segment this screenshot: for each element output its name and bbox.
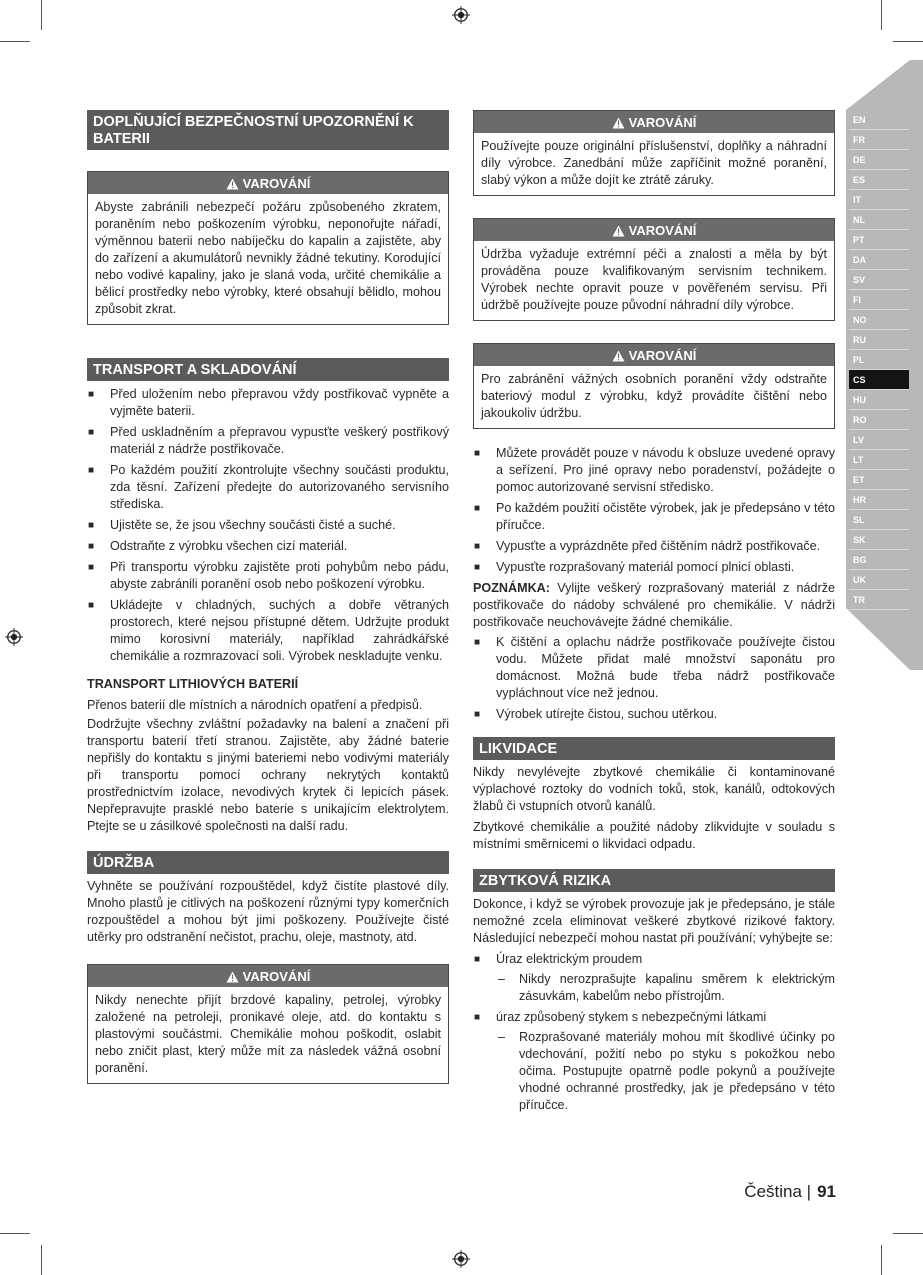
- crop-mark: [893, 41, 923, 42]
- warning-title: VAROVÁNÍ: [242, 176, 311, 191]
- list-item: ■ Před uskladněním a přepravou vypusťte veškerý postřikový materiál z nádrže postřikovače.: [88, 425, 449, 456]
- lithium-paragraph: Dodržujte všechny zvláštní požadavky na balení a značení při transportu baterií třetí stranou. Zajistěte, aby žádné baterie nepřišly do kontaktu s jinými bateriemi nebo vodivými materiály při transportu pomocí ochrany nekrytých kontaktů prostřednictvím izolace, nevodivých krytek či lepicích pásek. Nepřepravujte prasklé nebo baterie s unikajícím elektrolytem. Ptejte se u zásilkové společnosti na další radu.: [87, 717, 449, 833]
- language-index: [849, 110, 909, 610]
- list-item: ■ Úraz elektrickým proudem – Nikdy nerozprašujte kapalinu směrem k elektrickým zásuvkám, kabelům nebo přístrojům.: [474, 952, 835, 1003]
- language-tab-ro: RO: [849, 410, 909, 430]
- language-tab-et: ET: [849, 470, 909, 490]
- list-item: ■ Výrobek utírejte čistou, suchou utěrkou.: [474, 707, 718, 721]
- warning-text: Nikdy nenechte přijít brzdové kapaliny, petrolej, výrobky založené na petroleji, pronikavé oleje, atd. do kontaktu s plastovými součástmi. Chemikálie mohou poškodit, oslabit nebo zničit plast, který může mít za následek vážná osobní poranění.: [95, 993, 441, 1075]
- bullet-icon: ■: [474, 562, 481, 573]
- disposal-paragraph: Nikdy nevylévejte zbytkové chemikálie či kontaminované výplachové roztoky do vodních toků, stok, kanálů, odtokových žlabů či vstupních otvorů kanálů.: [473, 765, 835, 813]
- language-tab-lt: LT: [849, 450, 909, 470]
- list-item: ■ úraz způsobený stykem s nebezpečnými látkami – Rozprašované materiály mohou mít škodlivé účinky po vdechování, požití nebo po styku s pokožkou nebo očima. Postupujte opatrně podle pokynů a používejte vhodné ochranné prostředky, jak je předepsáno v této příručce.: [474, 1010, 835, 1112]
- list-item: ■ Můžete provádět pouze v návodu k obsluze uvedené opravy a seřízení. Pro jiné opravy nebo poradenství, požádejte o pomoc autorizované servisní středisko.: [474, 446, 835, 494]
- warning-header: [474, 219, 834, 241]
- language-tab-no: NO: [849, 310, 909, 330]
- right-column: [473, 110, 835, 1118]
- warning-triangle-icon: [226, 178, 239, 190]
- residual-risks-heading: ZBYTKOVÁ RIZIKA: [473, 869, 835, 892]
- note-label: POZNÁMKA:: [473, 581, 550, 595]
- language-tab-es: ES: [849, 170, 909, 190]
- list-item: ■ Ukládejte v chladných, suchých a dobře větraných prostorech, které nejsou přístupné dětem. Udržujte produkt mimo korosivní materiály, například zahrádkářské chemikálie a rozmrazovací soli. Výrobek neskladujte venku.: [88, 598, 449, 663]
- list-item: ■ K čištění a oplachu nádrže postřikovače používejte čistou vodu. Můžete přidat malé množství saponátu pro domácnost. Možná bude třeba nádrž postřikovače vypláchnout více než jednou.: [474, 635, 835, 700]
- warning-text: Abyste zabránili nebezpečí požáru způsobeného zkratem, poraněním nebo poškozením výrobku, neponořujte nářadí, výměnnou baterii nebo nabíječku do kapalin a zajistěte, aby do zařízení a akumulátorů nevnikly žádné tekutiny. Korodující nebo vodivé kapaliny, jako je slaná voda, určité chemikálie a bělicí prostředky nebo výrobky, které obsahují bělidlo, mohou způsobit zkrat.: [95, 200, 441, 316]
- sub-list-item: – Nikdy nerozprašujte kapalinu směrem k elektrickým zásuvkám, kabelům nebo přístrojům.: [498, 972, 835, 1003]
- warning-box: [473, 343, 835, 429]
- list-item: ■ Při transportu výrobku zajistěte proti pohybům nebo pádu, abyste zabránili poranění osob nebo poškození výrobku.: [88, 560, 449, 591]
- bullet-icon: ■: [88, 427, 95, 438]
- bullet-icon: ■: [88, 541, 95, 552]
- crop-mark: [41, 0, 42, 30]
- language-tab-fi: FI: [849, 290, 909, 310]
- bullet-icon: ■: [474, 709, 481, 720]
- language-tab-de: DE: [849, 150, 909, 170]
- crop-mark: [0, 41, 30, 42]
- warning-header: [88, 172, 448, 194]
- risks-paragraph: Dokonce, i když se výrobek provozuje jak je předepsáno, je stále nemožné zcela eliminovat veškeré zbytkové rizikové faktory. Následující nebezpečí mohou nastat při používání; vyhýbejte se:: [473, 897, 835, 945]
- language-tab-ru: RU: [849, 330, 909, 350]
- crop-mark: [893, 1233, 923, 1234]
- lithium-paragraph: Přenos baterií dle místních a národních opatření a předpisů.: [87, 698, 423, 712]
- page-number: 91: [817, 1182, 836, 1201]
- crop-mark: [41, 1245, 42, 1275]
- warning-header: [474, 111, 834, 133]
- bullet-icon: ■: [474, 541, 481, 552]
- list-item: ■ Ujistěte se, že jsou všechny součásti čisté a suché.: [88, 518, 396, 532]
- language-tab-bg: BG: [849, 550, 909, 570]
- warning-box: [87, 171, 449, 325]
- warning-triangle-icon: [612, 117, 625, 129]
- bullet-icon: ■: [474, 503, 481, 514]
- cleaning-list: [473, 634, 835, 723]
- service-list: [473, 445, 835, 576]
- transport-heading: TRANSPORT A SKLADOVÁNÍ: [87, 358, 449, 381]
- language-tab-uk: UK: [849, 570, 909, 590]
- language-tab-pt: PT: [849, 230, 909, 250]
- warning-triangle-icon: [612, 350, 625, 362]
- transport-list: [87, 386, 449, 665]
- maintenance-paragraph: Vyhněte se používání rozpouštědel, když čistíte plastové díly. Mnoho plastů je citlivých na poškození různými typy komerčních rozpouštědel a mohou být jimi poškozeny. Používejte čisté utěrky pro odstranění nečistot, prachu, oleje, mastnoty, atd.: [87, 879, 449, 944]
- warning-title: VAROVÁNÍ: [628, 223, 697, 238]
- registration-mark-icon: [452, 1250, 470, 1268]
- crop-mark: [0, 1233, 30, 1234]
- list-item: ■ Před uložením nebo přepravou vždy postřikovač vypněte a vyjměte baterii.: [88, 387, 449, 418]
- risks-list: [473, 951, 835, 1114]
- warning-text: Údržba vyžaduje extrémní péči a znalosti a měla by být prováděna pouze kvalifikovaným servisním technikem. Výrobek nechte opravit pouze v pověřeném servisu. Při údržbě používejte pouze původní náhradní díly výrobce.: [481, 247, 827, 312]
- warning-text: Používejte pouze originální příslušenství, doplňky a náhradní díly výrobce. Zanedbání může zapříčinit možné poranění, slabý výkon a může dojít ke ztrátě záruky.: [481, 139, 827, 187]
- disposal-heading: LIKVIDACE: [473, 737, 835, 760]
- warning-header: [474, 344, 834, 366]
- warning-triangle-icon: [612, 225, 625, 237]
- bullet-icon: ■: [474, 954, 481, 965]
- list-item: ■ Vypusťte rozprašovaný materiál pomocí plnicí oblasti.: [474, 560, 795, 574]
- left-column: [87, 110, 449, 1084]
- note-paragraph: POZNÁMKA: Vylijte veškerý rozprašovaný materiál z nádrže postřikovače do nádoby schválené pro chemikálie. V nádrži postřikovače neuchovávejte žádné chemikálie.: [473, 581, 835, 629]
- registration-mark-icon: [5, 628, 23, 646]
- warning-triangle-icon: [226, 971, 239, 983]
- bullet-icon: ■: [88, 389, 95, 400]
- bullet-icon: ■: [474, 1012, 481, 1023]
- sub-list: [496, 971, 835, 1005]
- warning-text: Pro zabránění vážných osobních poranění vždy odstraňte bateriový modul z výrobku, když provádíte čištění nebo jakoukoliv údržbu.: [481, 372, 827, 420]
- language-tab-sk: SK: [849, 530, 909, 550]
- warning-title: VAROVÁNÍ: [628, 348, 697, 363]
- bullet-icon: ■: [474, 637, 481, 648]
- list-item: ■ Vypusťte a vyprázdněte před čištěním nádrž postřikovače.: [474, 539, 821, 553]
- crop-mark: [881, 0, 882, 30]
- language-tab-pl: PL: [849, 350, 909, 370]
- battery-safety-heading: DOPLŇUJÍCÍ BEZPEČNOSTNÍ UPOZORNĚNÍ K BATERII: [87, 110, 449, 150]
- lithium-transport-heading: TRANSPORT LITHIOVÝCH BATERIÍ: [87, 677, 299, 691]
- warning-title: VAROVÁNÍ: [242, 969, 311, 984]
- language-tab-sv: SV: [849, 270, 909, 290]
- language-tab-it: IT: [849, 190, 909, 210]
- bullet-icon: ■: [88, 465, 95, 476]
- crop-mark: [881, 1245, 882, 1275]
- list-item: ■ Odstraňte z výrobku všechen cizí materiál.: [88, 539, 348, 553]
- language-tab-hu: HU: [849, 390, 909, 410]
- language-tab-sl: SL: [849, 510, 909, 530]
- page-footer: [744, 1182, 836, 1202]
- bullet-icon: ■: [88, 520, 95, 531]
- warning-box: [87, 964, 449, 1084]
- language-tab-lv: LV: [849, 430, 909, 450]
- list-item: ■ Po každém použití zkontrolujte všechny součásti produktu, zda těsní. Zařízení předejte do autorizovaného servisního střediska.: [88, 463, 449, 511]
- language-tab-en: EN: [849, 110, 909, 130]
- sub-list-item: – Rozprašované materiály mohou mít škodlivé účinky po vdechování, požití nebo po styku s pokožkou nebo očima. Postupujte opatrně podle pokynů a používejte vhodné ochranné prostředky, jak je předepsáno v této příručce.: [498, 1030, 835, 1112]
- warning-title: VAROVÁNÍ: [628, 115, 697, 130]
- warning-header: [88, 965, 448, 987]
- language-tab-cs: CS: [849, 370, 909, 390]
- language-tab-fr: FR: [849, 130, 909, 150]
- warning-box: [473, 218, 835, 321]
- sub-list: [496, 1029, 835, 1114]
- warning-box: [473, 110, 835, 196]
- bullet-icon: ■: [474, 448, 481, 459]
- bullet-icon: ■: [88, 562, 95, 573]
- registration-mark-icon: [452, 6, 470, 24]
- language-tab-da: DA: [849, 250, 909, 270]
- footer-language: Čeština |: [744, 1182, 812, 1201]
- disposal-paragraph: Zbytkové chemikálie a použité nádoby zlikvidujte v souladu s místními směrnicemi o likvidaci odpadu.: [473, 820, 835, 851]
- language-tab-hr: HR: [849, 490, 909, 510]
- bullet-icon: ■: [88, 600, 95, 611]
- language-tab-nl: NL: [849, 210, 909, 230]
- list-item: ■ Po každém použití očistěte výrobek, jak je předepsáno v této příručce.: [474, 501, 835, 532]
- language-tab-tr: TR: [849, 590, 909, 610]
- maintenance-heading: ÚDRŽBA: [87, 851, 449, 874]
